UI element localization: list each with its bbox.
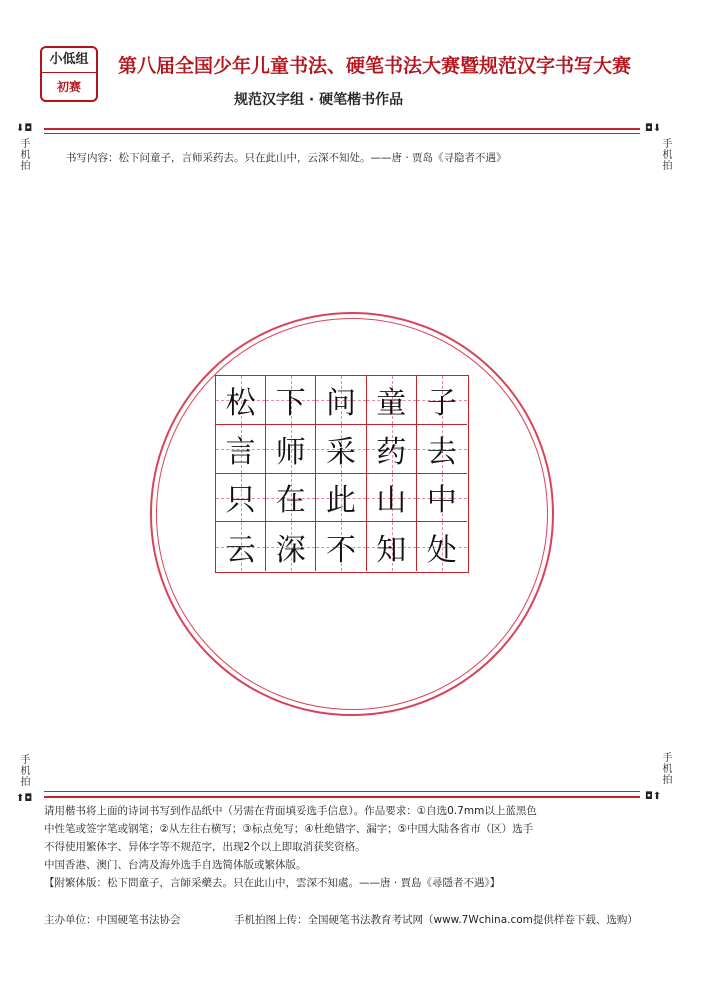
group-badge <box>40 46 98 102</box>
top-left-marker <box>16 123 32 134</box>
arrow-down-icon: ⬇ <box>16 123 25 134</box>
grid-cell <box>266 425 316 474</box>
bottom-right-side-label: 手机拍 <box>660 752 671 785</box>
badge-stage-label: 初赛 <box>56 80 81 94</box>
instruction-line-1: 请用楷书将上面的诗词书写到作品纸中（另需在背面填妥选手信息）。作品要求：①自选0.7mm以上蓝黑色 <box>44 805 537 817</box>
grid-character: 处 <box>426 532 457 568</box>
writing-grid <box>215 375 469 573</box>
grid-cell <box>367 522 417 571</box>
top-divider <box>44 128 640 130</box>
grid-cell <box>216 425 266 474</box>
grid-character: 去 <box>426 434 457 470</box>
grid-cell <box>216 376 266 425</box>
top-right-side-label: 手机拍 <box>660 138 671 171</box>
writing-content: 书写内容：松下问童子，言师采药去。只在此山中，云深不知处。——唐 · 贾岛《寻隐者不遇》 <box>66 152 507 164</box>
arrow-up-icon: ⬆ <box>16 793 25 804</box>
grid-character: 云 <box>225 532 256 568</box>
arrow-down-icon: ⬇ <box>652 123 662 134</box>
grid-cell <box>316 474 366 523</box>
camera-icon: ◘ <box>645 123 653 134</box>
page-title: 第八届全国少年儿童书法、硬笔书法大赛暨规范汉字书写大赛 <box>118 55 632 77</box>
arrow-up-icon: ⬆ <box>652 791 662 802</box>
grid-character: 师 <box>275 434 306 470</box>
instruction-line-5: 【附繁体版：松下問童子，言師采藥去。只在此山中，雲深不知處。——唐 · 賈島《尋隱者不遇》】 <box>44 877 501 889</box>
grid-cell <box>266 376 316 425</box>
page-subtitle: 规范汉字组 · 硬笔楷书作品 <box>234 92 404 108</box>
grid-character: 此 <box>325 483 356 519</box>
grid-cell <box>216 474 266 523</box>
grid-character: 深 <box>275 532 306 568</box>
instruction-line-3: 不得使用繁体字、异体字等不规范字，出现2个以上即取消获奖资格。 <box>44 841 366 853</box>
bottom-divider-thin <box>44 791 640 792</box>
grid-cell <box>266 474 316 523</box>
badge-group-label: 小低组 <box>42 48 96 73</box>
grid-character: 松 <box>225 385 256 421</box>
grid-character: 不 <box>325 532 356 568</box>
top-divider-thin <box>44 133 640 134</box>
grid-cell <box>417 376 467 425</box>
grid-character: 山 <box>376 483 407 519</box>
grid-cell <box>316 376 366 425</box>
top-left-side-label: 手机拍 <box>18 138 29 171</box>
grid-character: 采 <box>325 434 356 470</box>
bottom-divider <box>44 796 640 798</box>
grid-cell <box>216 522 266 571</box>
grid-character: 只 <box>225 483 256 519</box>
bottom-left-marker <box>16 793 32 804</box>
grid-cell <box>316 425 366 474</box>
instruction-line-4: 中国香港、澳门、台湾及海外选手自选简体版或繁体版。 <box>44 859 307 871</box>
organizer-text: 主办单位：中国硬笔书法协会 <box>44 914 181 926</box>
grid-character: 药 <box>376 434 407 470</box>
grid-character: 下 <box>275 385 306 421</box>
grid-cell <box>367 376 417 425</box>
grid-character: 在 <box>275 483 306 519</box>
camera-icon: ◘ <box>24 123 33 134</box>
grid-cell <box>417 522 467 571</box>
grid-cell <box>316 522 366 571</box>
bottom-right-marker <box>645 791 661 802</box>
grid-cell <box>417 425 467 474</box>
grid-cell <box>367 474 417 523</box>
grid-character: 言 <box>225 434 256 470</box>
grid-character: 问 <box>325 385 356 421</box>
grid-character: 知 <box>376 532 407 568</box>
camera-icon: ◘ <box>24 793 33 804</box>
upload-text: 手机拍图上传：全国硬笔书法教育考试网（www.7Wchina.com提供样卷下载、选购） <box>234 914 638 926</box>
bottom-left-side-label: 手机拍 <box>18 754 29 787</box>
camera-icon: ◘ <box>645 791 653 802</box>
grid-cell <box>417 474 467 523</box>
grid-character: 童 <box>376 385 407 421</box>
grid-character: 子 <box>426 385 457 421</box>
grid-character: 中 <box>426 483 457 519</box>
instruction-line-2: 中性笔或签字笔或钢笔；②从左往右横写；③标点免写；④杜绝错字、漏字；⑤中国大陆各省市（区）选手 <box>44 823 534 835</box>
top-right-marker <box>645 123 661 134</box>
grid-cell <box>367 425 417 474</box>
grid-cell <box>266 522 316 571</box>
